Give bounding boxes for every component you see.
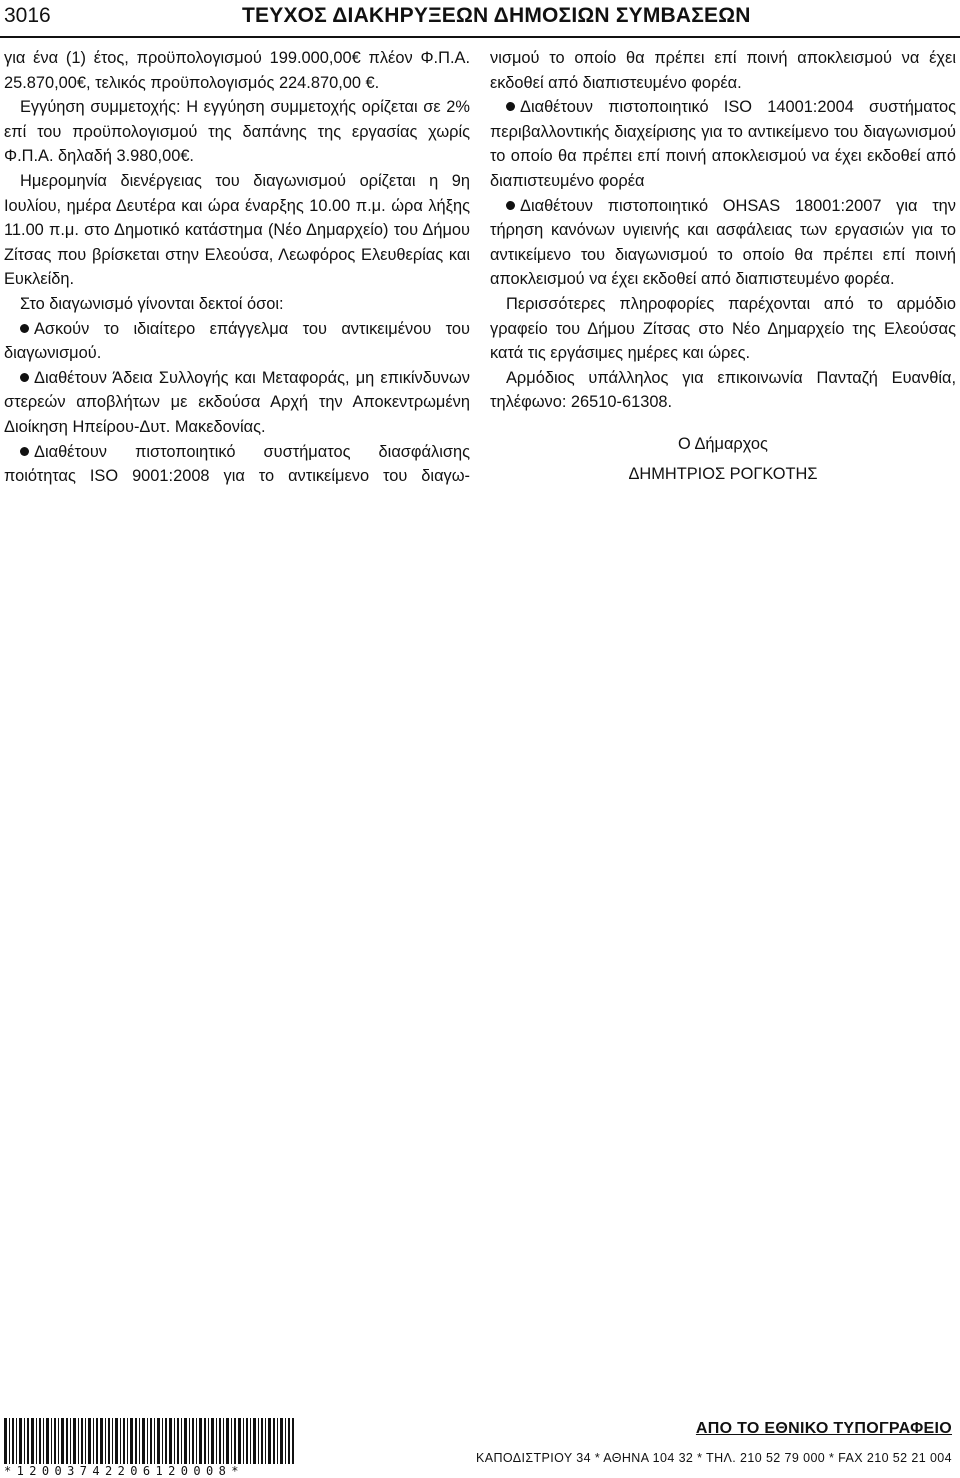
bullet-icon [506, 102, 515, 111]
bullet-icon [20, 373, 29, 382]
barcode-digits: *1200374220612000​8* [4, 1464, 244, 1478]
bullet-icon [20, 447, 29, 456]
info-paragraph: Περισσότερες πληροφορίες παρέχονται από το αρμόδιο γραφείο του Δήμου Ζίτσας στο Νέο Δημαρχείο της Ελεούσας κατά τις εργάσιμες ημέρες και ώρες. [490, 294, 956, 363]
printer-address: ΚΑΠΟΔΙΣΤΡΙΟΥ 34 * ΑΘΗΝΑ 104 32 * ΤΗΛ. 210 52 79 000 * FAX 210 52 21 004 [475, 1451, 952, 1465]
date-paragraph: Ημερομηνία διενέργειας του διαγωνισμού ορίζεται η 9η Ιουλίου, ημέρα Δευτέρα και ώρα έναρξης 10.00 π.μ. ώρα λήξης 11.00 π.μ. στο Δημοτικό κατάστημα (Νέο Δημαρχείο) του Δήμου Ζίτσας που βρίσκεται στην Ελεούσα, Λεωφόρος Ελευθερίας και Ευκλείδη. [4, 171, 470, 289]
signature-block [490, 429, 956, 489]
page-number: 3016 [4, 4, 51, 27]
left-column [4, 46, 470, 489]
issue-title: ΤΕΥΧΟΣ ΔΙΑΚΗΡΥΞΕΩΝ ΔΗΜΟΣΙΩΝ ΣΥΜΒΑΣΕΩΝ [242, 4, 751, 27]
barcode-icon [4, 1418, 294, 1464]
signature-name: ΔΗΜΗΤΡΙΟΣ ΡΟΓΚΟΤΗΣ [628, 464, 818, 483]
bullet-icon [20, 324, 29, 333]
header-divider [0, 36, 960, 38]
contact-paragraph: Αρμόδιος υπάλληλος για επικοινωνία Πανταζή Ευανθία, τηλέφωνο: 26510-61308. [490, 368, 956, 412]
signature-title: Ο Δήμαρχος [678, 434, 768, 453]
eligibility-intro: Στο διαγωνισμό γίνονται δεκτοί όσοι: [20, 294, 284, 313]
requirement-item: Ασκούν το ιδιαίτερο επάγγελμα του αντικειμένου του διαγωνισμού. [4, 319, 470, 363]
page-footer [0, 1418, 960, 1478]
bullet-icon [506, 201, 515, 210]
printer-title: ΑΠΟ ΤΟ ΕΘΝΙΚΟ ΤΥΠΟΓΡΑΦΕΙΟ [695, 1420, 952, 1437]
budget-paragraph: για ένα (1) έτος, προϋπολογισμού 199.000,00€ πλέον Φ.Π.Α. 25.870,00€, τελικός προϋπολογισμός 224.870,00 €. [4, 49, 470, 92]
continued-paragraph: νισμού το οποίο θα πρέπει επί ποινή αποκλεισμού να έχει εκδοθεί από διαπιστευμένο φορέα. [490, 49, 956, 92]
requirement-item: Διαθέτουν πιστοποιητικό OHSAS 18001:2007 για την τήρηση κανόνων υγιεινής και ασφάλειας των εργασιών για το αντικείμενο του διαγωνισμού το οποίο θα πρέπει επί ποινή αποκλεισμού να έχει εκδοθεί από διαπιστευμένο φορέα. [490, 196, 956, 289]
requirement-item: Διαθέτουν πιστοποιητικό συστήματος διασφάλισης ποιότητας ISO 9001:2008 για το αντικείμενο του διαγω- [4, 442, 470, 486]
requirement-item: Διαθέτουν πιστοποιητικό ISO 14001:2004 συστήματος περιβαλλοντικής διαχείρισης για το αντικείμενο του διαγωνισμού το οποίο θα πρέπει επί ποινή αποκλεισμού να έχει εκδοθεί από διαπιστευμένο φορέα [490, 98, 956, 190]
page-header [0, 0, 960, 38]
requirement-item: Διαθέτουν Άδεια Συλλογής και Μεταφοράς, μη επικίνδυνων στερεών αποβλήτων με εκδούσα Αρχή την Αποκεντρωμένη Διοίκηση Ηπείρου-Δυτ. Μακεδονίας. [4, 368, 470, 436]
guarantee-paragraph: Εγγύηση συμμετοχής: Η εγγύηση συμμετοχής ορίζεται σε 2% επί του προϋπολογισμού της δαπάνης της εργασίας χωρίς Φ.Π.Α. δηλαδή 3.980,00€. [4, 98, 470, 166]
right-column [490, 46, 956, 489]
